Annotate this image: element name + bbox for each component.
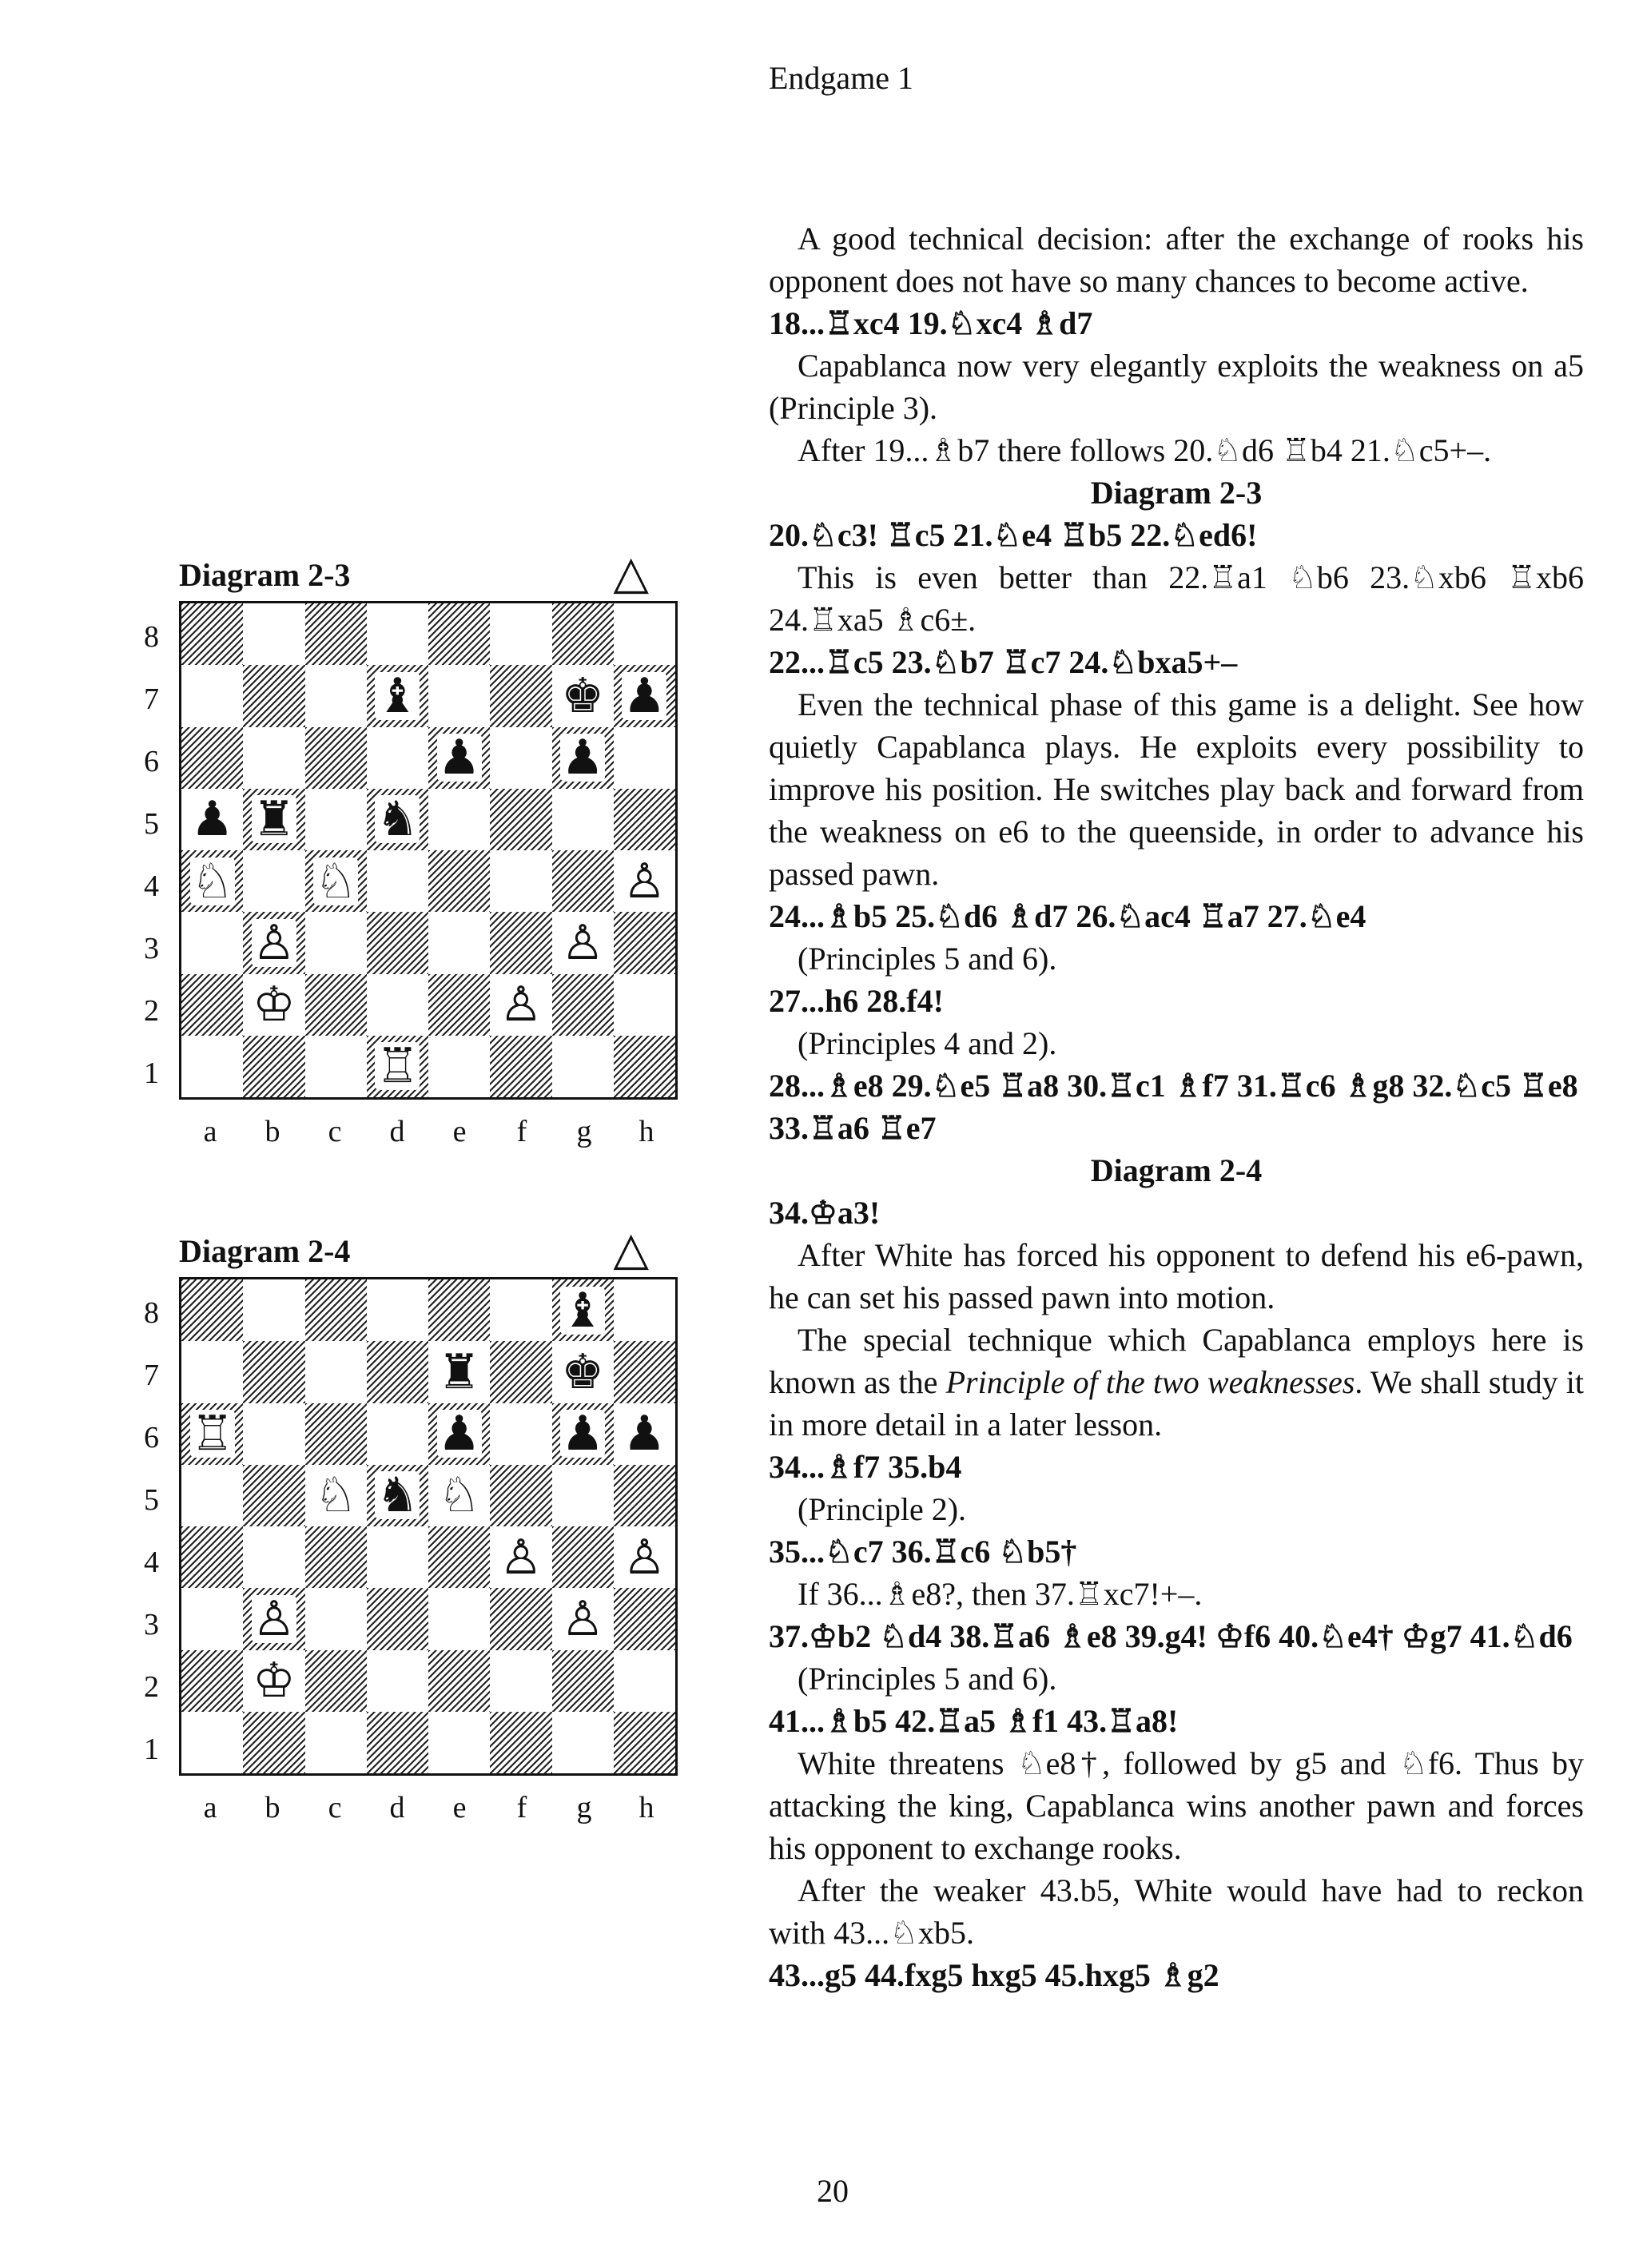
square-d1 xyxy=(367,1712,428,1773)
square-g3 xyxy=(552,1588,614,1649)
black-rook-icon: ♜ xyxy=(437,1343,481,1400)
black-rook-icon: ♜ xyxy=(252,791,296,848)
square-g6 xyxy=(552,1403,614,1465)
commentary-text: The special technique which Capablanca employs here is known as the xyxy=(769,1322,1584,1400)
square-e2 xyxy=(428,1650,490,1712)
square-f6 xyxy=(490,1403,551,1465)
black-king-icon: ♚ xyxy=(561,1343,605,1400)
square-c6 xyxy=(305,1403,367,1465)
commentary-paragraph: A good technical decision: after the exchange of rooks his opponent does not have so many chances to become active. xyxy=(769,221,1584,299)
square-g4 xyxy=(552,1526,614,1588)
square-c8 xyxy=(305,603,367,665)
black-pawn-icon: ♟ xyxy=(561,1406,605,1462)
square-g3 xyxy=(552,912,614,973)
rank-label: 7 xyxy=(144,1359,159,1392)
rank-label: 4 xyxy=(144,869,159,903)
square-a6 xyxy=(181,1403,243,1465)
square-d2 xyxy=(367,1650,428,1712)
square-f5 xyxy=(490,789,551,850)
chess-board xyxy=(179,601,678,1100)
black-pawn-icon: ♟ xyxy=(437,730,481,786)
square-b5 xyxy=(243,1465,304,1526)
page-number: 20 xyxy=(817,2173,849,2209)
square-b2 xyxy=(243,1650,304,1712)
square-f3 xyxy=(490,1588,551,1649)
square-a1 xyxy=(181,1036,243,1097)
square-h8 xyxy=(614,603,675,665)
diagram-2-3 xyxy=(144,547,666,1148)
square-e7 xyxy=(428,1341,490,1403)
square-c1 xyxy=(305,1712,367,1773)
square-d8 xyxy=(367,603,428,665)
square-d2 xyxy=(367,974,428,1036)
square-c2 xyxy=(305,974,367,1036)
square-g1 xyxy=(552,1712,614,1773)
commentary-paragraph: If 36...♗e8?, then 37.♖xc7!+–. xyxy=(798,1576,1203,1612)
square-h1 xyxy=(614,1712,675,1773)
square-e8 xyxy=(428,1279,490,1341)
square-f2 xyxy=(490,974,551,1036)
rank-label: 5 xyxy=(144,807,159,841)
square-d6 xyxy=(367,727,428,789)
diagram-title: Diagram 2-3 xyxy=(179,557,351,593)
square-d7 xyxy=(367,665,428,726)
commentary-paragraph: White threatens ♘e8†, followed by g5 and ♘f6. Thus by attacking the king, Capablanca wins another pawn and forces his opponent to exchange rooks. xyxy=(769,1745,1584,1866)
file-label: e xyxy=(452,1115,467,1148)
file-label: f xyxy=(516,1791,527,1824)
black-bishop-icon: ♝ xyxy=(561,1282,605,1339)
move-sequence: 22...♖c5 23.♘b7 ♖c7 24.♘bxa5+– xyxy=(769,644,1238,680)
square-e3 xyxy=(428,1588,490,1649)
square-c3 xyxy=(305,912,367,973)
square-b6 xyxy=(243,1403,304,1465)
square-d7 xyxy=(367,1341,428,1403)
square-g5 xyxy=(552,1465,614,1526)
square-d5 xyxy=(367,1465,428,1526)
file-label: g xyxy=(576,1115,592,1148)
square-a8 xyxy=(181,1279,243,1341)
square-f8 xyxy=(490,603,551,665)
file-label: a xyxy=(203,1115,217,1148)
chess-board xyxy=(179,1277,678,1776)
rank-labels xyxy=(144,1282,168,1781)
square-d5 xyxy=(367,789,428,850)
file-label: g xyxy=(576,1791,592,1824)
rank-label: 7 xyxy=(144,682,159,716)
move-sequence: 34...♗f7 35.b4 xyxy=(769,1449,962,1485)
rank-label: 6 xyxy=(144,745,159,778)
move-sequence: 34.♔a3! xyxy=(769,1195,881,1231)
square-d3 xyxy=(367,912,428,973)
square-e2 xyxy=(428,974,490,1036)
white-to-move-icon: △ xyxy=(613,1223,649,1275)
square-b5 xyxy=(243,789,304,850)
square-e8 xyxy=(428,603,490,665)
square-a4 xyxy=(181,850,243,912)
square-c2 xyxy=(305,1650,367,1712)
square-c7 xyxy=(305,1341,367,1403)
square-b8 xyxy=(243,603,304,665)
square-h8 xyxy=(614,1279,675,1341)
square-h3 xyxy=(614,1588,675,1649)
square-d3 xyxy=(367,1588,428,1649)
square-d8 xyxy=(367,1279,428,1341)
square-f7 xyxy=(490,1341,551,1403)
square-f5 xyxy=(490,1465,551,1526)
commentary-paragraph: (Principles 4 and 2). xyxy=(798,1025,1057,1061)
diagram-reference-heading: Diagram 2-3 xyxy=(1090,475,1263,511)
diagram-2-4 xyxy=(144,1223,666,1824)
square-a1 xyxy=(181,1712,243,1773)
square-c6 xyxy=(305,727,367,789)
white-pawn-icon: ♙ xyxy=(623,853,666,909)
square-e5 xyxy=(428,789,490,850)
square-a2 xyxy=(181,1650,243,1712)
square-b6 xyxy=(243,727,304,789)
move-sequence: 43...g5 44.fxg5 hxg5 45.hxg5 ♗g2 xyxy=(769,1957,1219,1993)
square-g2 xyxy=(552,1650,614,1712)
square-b8 xyxy=(243,1279,304,1341)
white-knight-icon: ♘ xyxy=(314,1467,358,1524)
move-sequence: 20.♘c3! ♖c5 21.♘e4 ♖b5 22.♘ed6! xyxy=(769,517,1258,553)
commentary-paragraph: After 19...♗b7 there follows 20.♘d6 ♖b4 21.♘c5+–. xyxy=(798,432,1492,468)
commentary-paragraph: After White has forced his opponent to defend his e6-pawn, he can set his passed pawn into motion. xyxy=(769,1237,1584,1315)
square-h4 xyxy=(614,1526,675,1588)
square-h1 xyxy=(614,1036,675,1097)
file-labels xyxy=(179,1114,678,1149)
rank-label: 1 xyxy=(144,1733,159,1766)
running-header: Endgame 1 xyxy=(769,60,914,96)
file-label: e xyxy=(452,1791,467,1824)
move-sequence: 41...♗b5 42.♖a5 ♗f1 43.♖a8! xyxy=(769,1703,1179,1739)
square-c5 xyxy=(305,789,367,850)
square-f8 xyxy=(490,1279,551,1341)
square-a6 xyxy=(181,727,243,789)
commentary-text: . We shall study it in more detail in a later lesson. xyxy=(769,1364,1585,1442)
move-sequence: 37.♔b2 ♘d4 38.♖a6 ♗e8 39.g4! ♔f6 40.♘e4† ♔g7 41.♘d6 xyxy=(769,1618,1573,1654)
square-b7 xyxy=(243,1341,304,1403)
square-a7 xyxy=(181,665,243,726)
square-d4 xyxy=(367,1526,428,1588)
square-g1 xyxy=(552,1036,614,1097)
square-b1 xyxy=(243,1036,304,1097)
white-knight-icon: ♘ xyxy=(437,1467,481,1524)
square-g8 xyxy=(552,1279,614,1341)
square-c4 xyxy=(305,850,367,912)
square-b3 xyxy=(243,912,304,973)
rank-labels xyxy=(144,606,168,1104)
white-pawn-icon: ♙ xyxy=(499,1529,543,1586)
file-label: f xyxy=(516,1115,527,1148)
diagram-title: Diagram 2-4 xyxy=(179,1233,351,1269)
rank-label: 3 xyxy=(144,932,159,965)
commentary-paragraph: (Principles 5 and 6). xyxy=(798,1661,1057,1697)
square-g6 xyxy=(552,727,614,789)
square-h2 xyxy=(614,974,675,1036)
square-e7 xyxy=(428,665,490,726)
commentary-paragraph: After the weaker 43.b5, White would have had to reckon with 43...♘xb5. xyxy=(769,1872,1584,1951)
square-e4 xyxy=(428,1526,490,1588)
square-e1 xyxy=(428,1712,490,1773)
square-g2 xyxy=(552,974,614,1036)
square-f1 xyxy=(490,1036,551,1097)
move-sequence: 35...♘c7 36.♖c6 ♘b5† xyxy=(769,1534,1077,1570)
square-a5 xyxy=(181,1465,243,1526)
file-label: h xyxy=(638,1791,654,1824)
move-sequence: 27...h6 28.f4! xyxy=(769,983,944,1019)
square-b4 xyxy=(243,850,304,912)
square-a3 xyxy=(181,912,243,973)
square-b2 xyxy=(243,974,304,1036)
square-f6 xyxy=(490,727,551,789)
square-c1 xyxy=(305,1036,367,1097)
square-a2 xyxy=(181,974,243,1036)
square-f3 xyxy=(490,912,551,973)
square-c7 xyxy=(305,665,367,726)
black-pawn-icon: ♟ xyxy=(437,1406,481,1462)
square-e6 xyxy=(428,727,490,789)
square-g7 xyxy=(552,1341,614,1403)
square-h3 xyxy=(614,912,675,973)
white-rook-icon: ♖ xyxy=(376,1038,420,1095)
square-c4 xyxy=(305,1526,367,1588)
white-pawn-icon: ♙ xyxy=(561,1590,605,1647)
commentary-paragraph: Even the technical phase of this game is a delight. See how quietly Capablanca plays. He exploits every possibility to improve his position. He switches play back and forward from the weakness on e6 to the queenside, in order to advance his passed pawn. xyxy=(769,686,1584,892)
square-g4 xyxy=(552,850,614,912)
square-e4 xyxy=(428,850,490,912)
file-label: a xyxy=(203,1791,217,1824)
square-d1 xyxy=(367,1036,428,1097)
white-pawn-icon: ♙ xyxy=(252,1590,296,1647)
rank-label: 4 xyxy=(144,1546,159,1579)
commentary-paragraph: (Principles 5 and 6). xyxy=(798,941,1057,977)
move-sequence: 28...♗e8 29.♘e5 ♖a8 30.♖c1 ♗f7 31.♖c6 ♗g8 32.♘c5 ♖e8 33.♖a6 ♖e7 xyxy=(769,1068,1578,1146)
square-g5 xyxy=(552,789,614,850)
square-a8 xyxy=(181,603,243,665)
square-f4 xyxy=(490,850,551,912)
white-pawn-icon: ♙ xyxy=(499,977,543,1033)
black-king-icon: ♚ xyxy=(561,667,605,724)
file-label: d xyxy=(389,1791,405,1824)
square-b1 xyxy=(243,1712,304,1773)
rank-label: 8 xyxy=(144,1296,159,1330)
square-e3 xyxy=(428,912,490,973)
commentary-paragraph: (Principle 2). xyxy=(798,1491,967,1527)
white-knight-icon: ♘ xyxy=(314,853,358,909)
black-pawn-icon: ♟ xyxy=(561,730,605,786)
square-e1 xyxy=(428,1036,490,1097)
square-f1 xyxy=(490,1712,551,1773)
square-h5 xyxy=(614,789,675,850)
square-h6 xyxy=(614,727,675,789)
rank-label: 5 xyxy=(144,1483,159,1517)
rank-label: 2 xyxy=(144,1670,159,1704)
white-rook-icon: ♖ xyxy=(190,1406,234,1462)
commentary-paragraph: Capablanca now very elegantly exploits the weakness on a5 (Principle 3). xyxy=(769,348,1584,426)
rank-label: 2 xyxy=(144,994,159,1028)
square-h7 xyxy=(614,1341,675,1403)
square-f2 xyxy=(490,1650,551,1712)
square-c3 xyxy=(305,1588,367,1649)
square-a4 xyxy=(181,1526,243,1588)
square-h4 xyxy=(614,850,675,912)
square-d6 xyxy=(367,1403,428,1465)
square-f4 xyxy=(490,1526,551,1588)
square-g7 xyxy=(552,665,614,726)
square-g8 xyxy=(552,603,614,665)
file-label: h xyxy=(638,1115,654,1148)
square-h2 xyxy=(614,1650,675,1712)
black-pawn-icon: ♟ xyxy=(190,791,234,848)
annotation-text-column xyxy=(769,217,1584,1996)
white-knight-icon: ♘ xyxy=(190,853,234,909)
white-pawn-icon: ♙ xyxy=(252,914,296,971)
file-label: b xyxy=(265,1791,280,1824)
move-sequence: 24...♗b5 25.♘d6 ♗d7 26.♘ac4 ♖a7 27.♘e4 xyxy=(769,898,1366,934)
square-a5 xyxy=(181,789,243,850)
square-b3 xyxy=(243,1588,304,1649)
square-a3 xyxy=(181,1588,243,1649)
black-pawn-icon: ♟ xyxy=(623,1406,666,1462)
black-bishop-icon: ♝ xyxy=(376,667,420,724)
rank-label: 3 xyxy=(144,1608,159,1641)
white-pawn-icon: ♙ xyxy=(623,1529,666,1586)
square-e5 xyxy=(428,1465,490,1526)
commentary-paragraph: This is even better than 22.♖a1 ♘b6 23.♘xb6 ♖xb6 24.♖xa5 ♗c6±. xyxy=(769,559,1584,638)
black-knight-icon: ♞ xyxy=(376,1467,420,1524)
square-a7 xyxy=(181,1341,243,1403)
diagram-reference-heading: Diagram 2-4 xyxy=(1090,1152,1263,1188)
square-c5 xyxy=(305,1465,367,1526)
file-label: d xyxy=(389,1115,405,1148)
rank-label: 1 xyxy=(144,1056,159,1090)
square-b7 xyxy=(243,665,304,726)
black-pawn-icon: ♟ xyxy=(623,667,666,724)
white-to-move-icon: △ xyxy=(613,547,649,599)
file-labels xyxy=(179,1790,678,1825)
rank-label: 6 xyxy=(144,1421,159,1454)
square-b4 xyxy=(243,1526,304,1588)
black-knight-icon: ♞ xyxy=(376,791,420,848)
square-h5 xyxy=(614,1465,675,1526)
square-h6 xyxy=(614,1403,675,1465)
file-label: c xyxy=(328,1115,342,1148)
white-king-icon: ♔ xyxy=(252,1653,296,1709)
square-c8 xyxy=(305,1279,367,1341)
commentary-paragraph xyxy=(769,1319,1584,1446)
square-f7 xyxy=(490,665,551,726)
square-h7 xyxy=(614,665,675,726)
file-label: c xyxy=(328,1791,342,1824)
move-sequence: 18...♖xc4 19.♘xc4 ♗d7 xyxy=(769,305,1093,341)
white-pawn-icon: ♙ xyxy=(561,914,605,971)
rank-label: 8 xyxy=(144,620,159,654)
emphasis-text: Principle of the two weaknesses xyxy=(945,1364,1355,1400)
square-e6 xyxy=(428,1403,490,1465)
white-king-icon: ♔ xyxy=(252,977,296,1033)
square-d4 xyxy=(367,850,428,912)
file-label: b xyxy=(265,1115,280,1148)
